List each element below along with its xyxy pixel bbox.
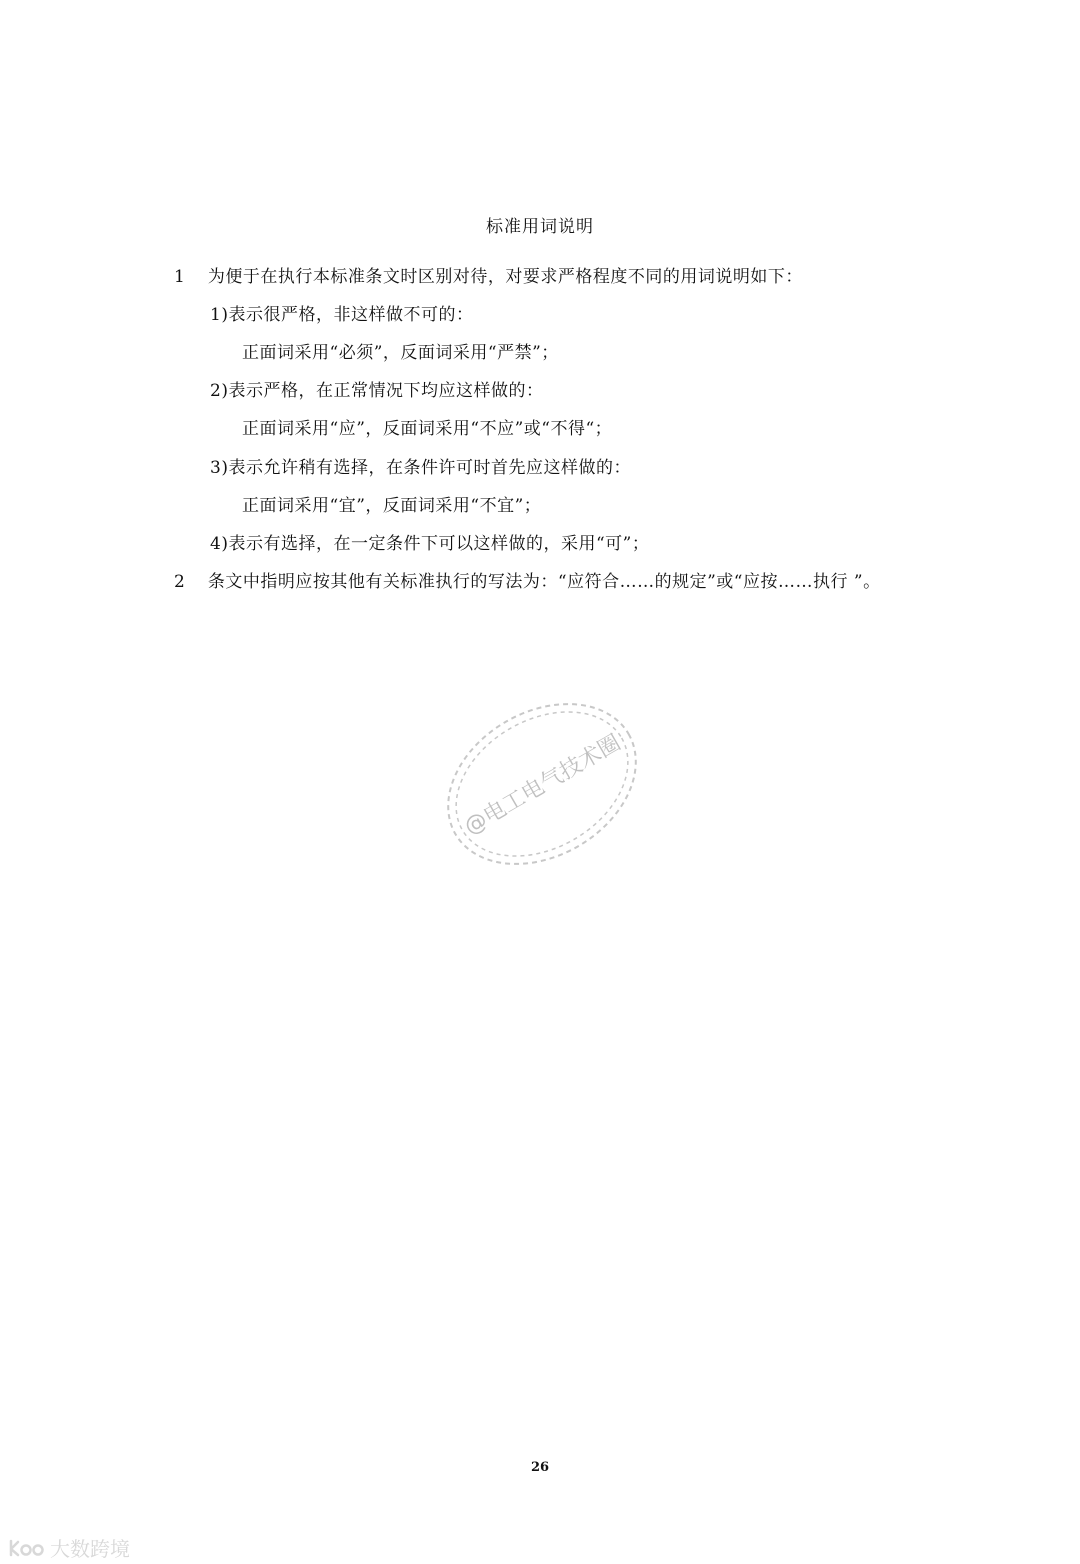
page-number: 26 [530, 1460, 550, 1475]
brand-text: 大数跨境 [50, 1537, 130, 1561]
subitem-3-detail: 正面词采用“宜”，反面词采用“不宜”； [242, 496, 542, 516]
stamp-text: @电工电气技术圈 [460, 730, 626, 841]
brand-logo-icon [8, 1537, 46, 1559]
watermark-stamp [432, 694, 652, 874]
clause-number: 1 [174, 267, 186, 287]
document-title: 标准用词说明 [486, 217, 594, 237]
stamp-graphic [432, 694, 652, 874]
clause-text: 为便于在执行本标准条文时区别对待，对要求严格程度不同的用词说明如下： [207, 267, 803, 287]
subitem-1-detail: 正面词采用“必须”，反面词采用“严禁”； [242, 343, 559, 363]
clause-number: 2 [174, 572, 186, 592]
subitem-3-label: 3)表示允许稍有选择，在条件许可时首先应这样做的： [210, 458, 631, 478]
subitem-1-label: 1)表示很严格，非这样做不可的： [210, 305, 474, 325]
subitem-2-detail: 正面词采用“应”，反面词采用“不应”或“不得“； [242, 419, 613, 439]
subitem-2-label: 2)表示严格，在正常情况下均应这样做的： [210, 381, 544, 401]
clause-1 [174, 262, 803, 287]
subitem-4-label: 4)表示有选择，在一定条件下可以这样做的，采用“可”； [210, 534, 650, 554]
clause-text: 条文中指明应按其他有关标准执行的写法为：“应符合……的规定”或“应按……执行 ”。 [207, 572, 881, 592]
clause-2 [174, 567, 881, 592]
brand-watermark [8, 1533, 130, 1562]
